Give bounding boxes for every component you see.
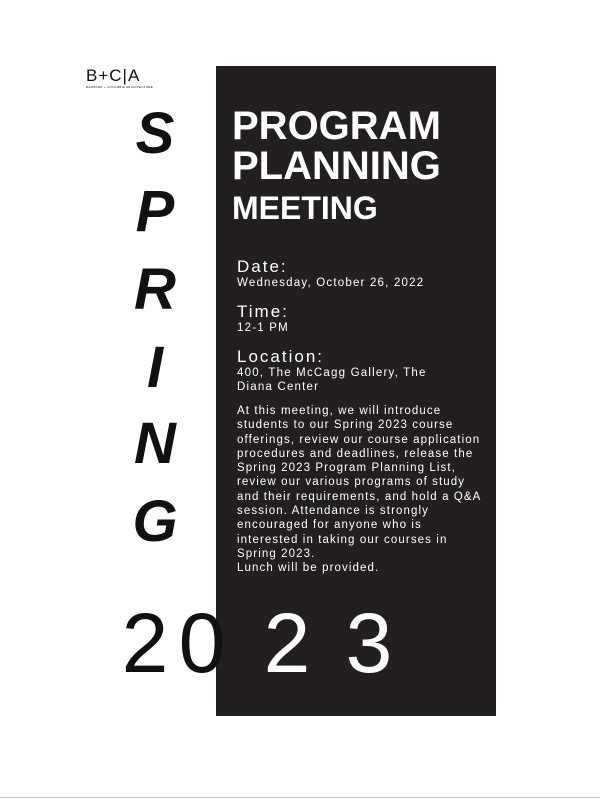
vertical-letter-s: S: [135, 101, 175, 166]
location-value: 400, The McCagg Gallery, The Diana Center: [237, 367, 427, 393]
page-bottom-edge: [0, 797, 600, 798]
year-digit-3: 2: [263, 596, 311, 690]
title-line-1: PROGRAM: [232, 104, 441, 148]
description-paragraph: [237, 404, 482, 576]
date-block: [237, 258, 467, 290]
date-label: Date:: [237, 257, 288, 276]
logo: [86, 67, 156, 89]
vertical-letter-n: N: [134, 411, 176, 476]
logo-subtitle: BARNARD + COLUMBIA ARCHITECTURE: [86, 85, 154, 89]
logo-mark: B+C|A: [86, 66, 141, 85]
location-block: [237, 348, 462, 394]
time-value: 12-1 PM: [237, 322, 289, 334]
vertical-letter-r: R: [134, 257, 176, 322]
vertical-letter-g: G: [132, 489, 178, 554]
year-digit-1: 2: [121, 596, 169, 690]
vertical-letter-p: P: [135, 179, 175, 244]
date-value: Wednesday, October 26, 2022: [237, 277, 425, 289]
time-block: [237, 303, 467, 335]
title-line-3: MEETING: [232, 190, 378, 226]
description-text: At this meeting, we will introduce students to our Spring 2023 course offerings, review our course application procedures and deadlines, release the Spring 2023 Program Planning List, review our various programs of study and their requirements, and hold a Q&A session. Attendance is strongly encouraged for anyone who is interested in taking our courses in Spring 2023.: [237, 405, 481, 560]
vertical-letter-i: I: [146, 335, 164, 400]
lunch-note: Lunch will be provided.: [237, 562, 380, 575]
title-line-2: PLANNING: [232, 144, 441, 188]
year-digit-4: 3: [345, 596, 393, 690]
year-digit-2: 0: [178, 596, 226, 690]
time-label: Time:: [237, 302, 289, 321]
location-label: Location:: [237, 347, 324, 366]
